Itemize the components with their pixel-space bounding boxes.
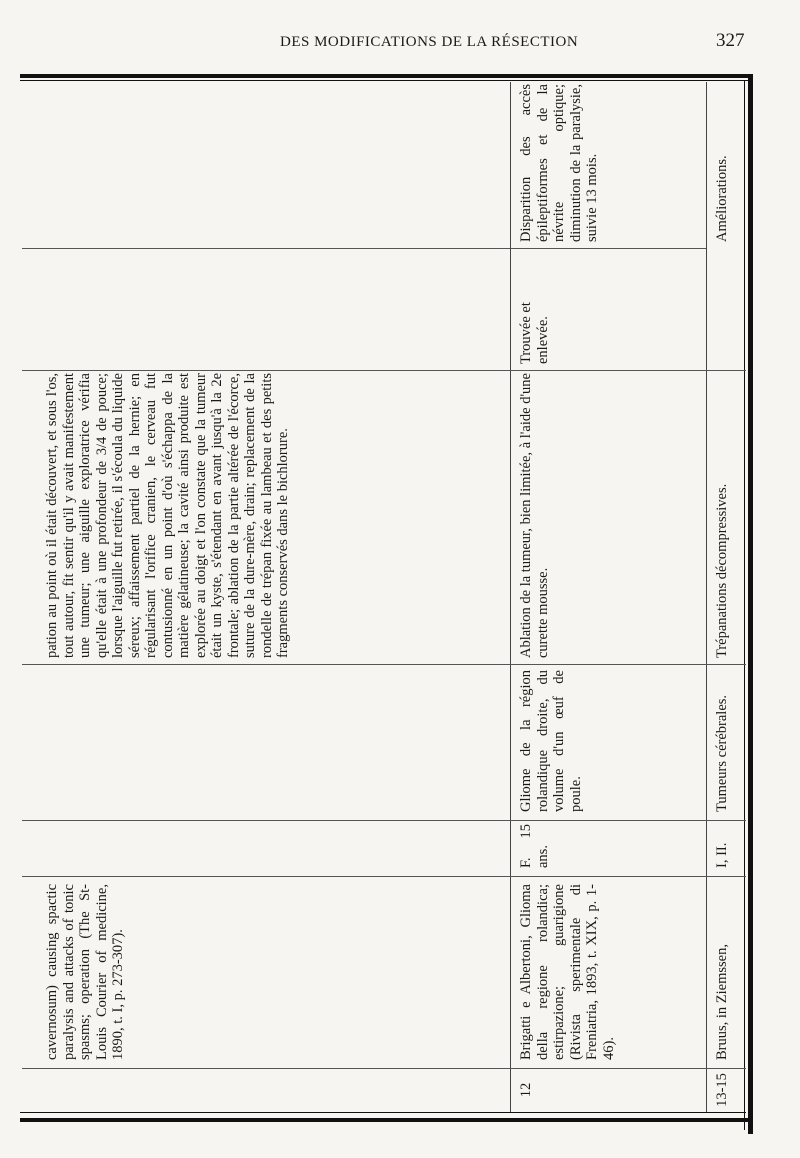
row-author: Bruus, in Ziemssen, bbox=[714, 944, 730, 1060]
row-divider bbox=[706, 82, 707, 1112]
row-number: 13-15 bbox=[714, 1073, 730, 1107]
frame-top-rule-thin bbox=[20, 80, 748, 81]
row-lesion: Tumeurs cérébrales. bbox=[714, 694, 730, 812]
page-number: 327 bbox=[716, 30, 745, 51]
row-sex-age: I, II. bbox=[714, 842, 730, 868]
frame-bottom-rule-thin bbox=[20, 1112, 746, 1113]
frame-right-rule bbox=[748, 74, 753, 1134]
running-title: DES MODIFICATIONS DE LA RÉSECTION bbox=[280, 34, 579, 50]
row-consequence: Améliorations. bbox=[714, 155, 730, 242]
row-operation: Ablation de la tumeur, bien limitée, à l'aide d'une curette mousse. bbox=[518, 373, 551, 658]
column-divider bbox=[22, 370, 746, 371]
column-divider bbox=[22, 1068, 746, 1069]
row-cont-author: cavernosum) causing spactic paralysis and attacks of tonic spasms; operation (The St-Louis Courier of medicine, 1890, t. I, p. 273-307). bbox=[44, 884, 126, 1060]
row-author: Brigatti e Albertoni, Glioma della regione rolandica; estirpazione; guarigione (Rivista sperimentale di Freniatria, 1893, t. XIX, p. 1-46). bbox=[518, 884, 617, 1060]
row-operation: Trépanations décompressives. bbox=[714, 483, 730, 658]
row-consequence: Disparition des accès épileptiformes et de la névrite optique; diminution de la paralysie, suivie 13 mois. bbox=[518, 84, 600, 242]
column-divider bbox=[511, 248, 706, 249]
frame-top-rule bbox=[20, 74, 748, 78]
frame-bottom-rule bbox=[20, 1118, 750, 1122]
row-result: Trouvée et enlevée. bbox=[518, 302, 551, 364]
column-divider bbox=[22, 664, 746, 665]
column-divider bbox=[22, 248, 510, 249]
row-number: 12 bbox=[518, 1082, 534, 1098]
column-divider bbox=[22, 876, 746, 877]
row-lesion: Gliome de la région rolandique droite, du volume d'un œuf de poule. bbox=[518, 670, 584, 812]
row-sex-age: F. 15 ans. bbox=[518, 824, 551, 868]
frame-right-rule-thin bbox=[744, 80, 745, 1130]
row-cont-operation: pation au point où il était découvert, et sous l'os, tout autour, fit sentir qu'il y avait manifestement une tumeur; une aiguille exploratrice vérifia qu'elle était à une profondeur de 3/4 de pouce; lorsque l'aiguille fut retirée, il s'écoula du liquide séreux; affaissement partiel de la hernie; en régularisant l'orifice cranien, le cerveau fut contusionné en un point d'où s'échappa de la matière gélatineuse; la cavité ainsi produite est explorée au doigt et l'on constate que la tumeur était un kyste, s'étendant en avant jusqu'à la 2e frontale; ablation de la partie altérée de l'écorce, suture de la dure-mère, drain; replacement de la rondelle de trépan fixée au lambeau et des petits fragments conservés dans le bichlorure. bbox=[44, 373, 291, 658]
column-divider bbox=[22, 820, 746, 821]
row-divider bbox=[510, 82, 511, 1112]
